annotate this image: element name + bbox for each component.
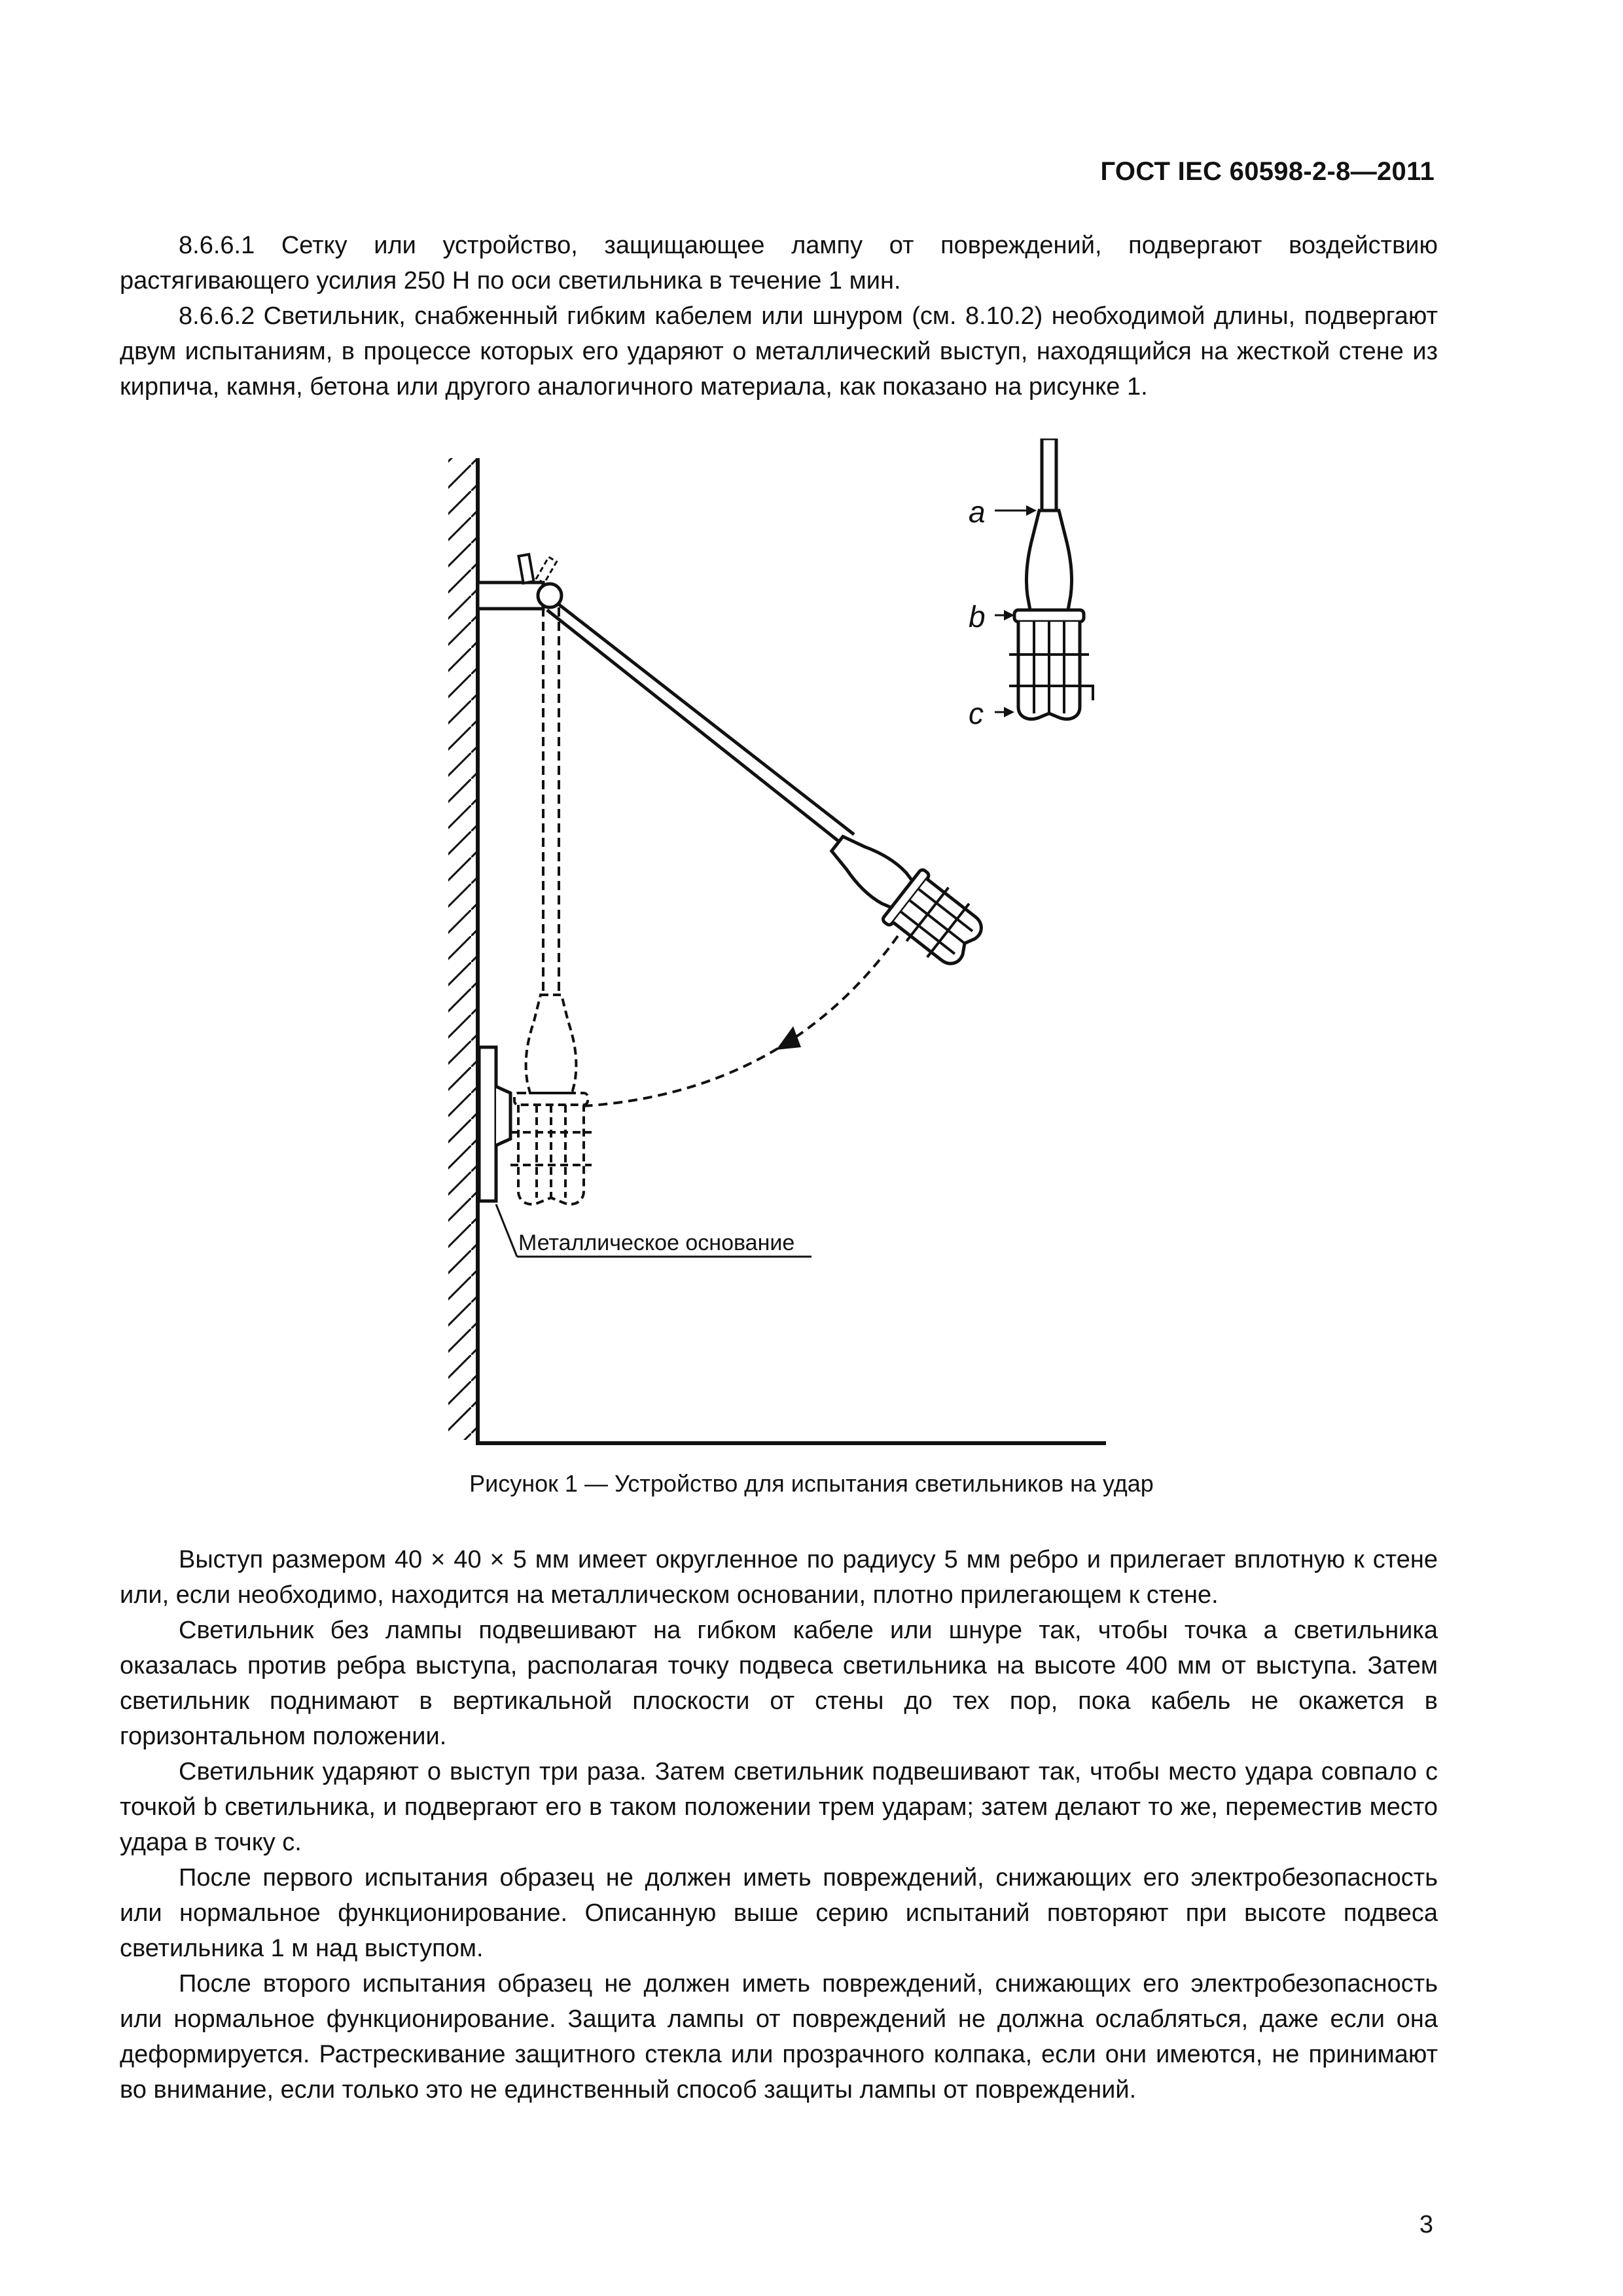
hanging-cable-dashed [543, 607, 559, 995]
point-a-label: a [969, 495, 986, 529]
paragraph-suspension: Светильник без лампы подвешивают на гибком кабеле или шнуре так, чтобы точка а светильника оказалась против ребра выступа, располагая точку подвеса светильника на высоте 400 мм от выступа. Затем светильник поднимают в вертикальной плоскости от стены до тех пор, пока кабель не окажется в горизонтальном положении. [120, 1617, 1438, 1750]
document-code-header: ГОСТ IEC 60598-2-8—2011 [1100, 157, 1435, 186]
paragraph-8-6-6-1: 8.6.6.1 Сетку или устройство, защищающее лампу от повреждений, подвергают воздействию растягивающего усилия 250 Н по оси светильника в течение 1 мин. [120, 232, 1438, 295]
detail-luminaire [995, 439, 1093, 719]
paragraph-first-test: После первого испытания образец не должен иметь повреждений, снижающих его электробезопасность или нормальное функционирование. Описанную выше серию испытаний повторяют при высоте подвеса светильника 1 м над выступом. [120, 1864, 1438, 1962]
swing-arc [582, 936, 898, 1106]
metal-base [479, 1047, 812, 1257]
text-block-lower [120, 1542, 1438, 2108]
text-block-upper [120, 228, 1438, 404]
hanging-luminaire-dashed [510, 995, 592, 1204]
lifted-cable [547, 603, 854, 846]
figure-caption: Рисунок 1 — Устройство для испытания светильников на удар [469, 1470, 1154, 1497]
impact-test-figure [419, 439, 1126, 1460]
paragraph-8-6-6-2: 8.6.6.2 Светильник, снабженный гибким кабелем или шнуром (см. 8.10.2) необходимой длины, подвергают двум испытаниям, в процессе которых его ударяют о металлический выступ, находящийся на жесткой стене из кирпича, камня, бетона или другого аналогичного материала, как показано на рисунке 1. [120, 302, 1438, 401]
lifted-luminaire [816, 817, 990, 974]
paragraph-impacts: Светильник ударяют о выступ три раза. Затем светильник подвешивают так, чтобы место удара совпало с точкой b светильника, и подвергают его в таком положении трем ударам; затем делают то же, переместив место удара в точку с. [120, 1758, 1438, 1856]
point-b-label: b [969, 600, 986, 634]
impact-test-drawing [419, 439, 1126, 1460]
suspension-bracket [478, 554, 562, 609]
paragraph-protrusion: Выступ размером 40 × 40 × 5 мм имеет округленное по радиусу 5 мм ребро и прилегает вплотную к стене или, если необходимо, находится на металлическом основании, плотно прилегающем к стене. [120, 1546, 1438, 1609]
page-number: 3 [1419, 2211, 1433, 2238]
wall [448, 458, 478, 1443]
paragraph-second-test: После второго испытания образец не должен иметь повреждений, снижающих его электробезопасность или нормальное функционирование. Защита лампы от повреждений не должна ослабляться, даже если она деформируется. Растрескивание защитного стекла или прозрачного колпака, если они имеются, не принимают во внимание, если только это не единственный способ защиты лампы от повреждений. [120, 1970, 1438, 2104]
metal-base-label: Металлическое основание [518, 1230, 795, 1255]
point-c-label: c [969, 696, 984, 730]
